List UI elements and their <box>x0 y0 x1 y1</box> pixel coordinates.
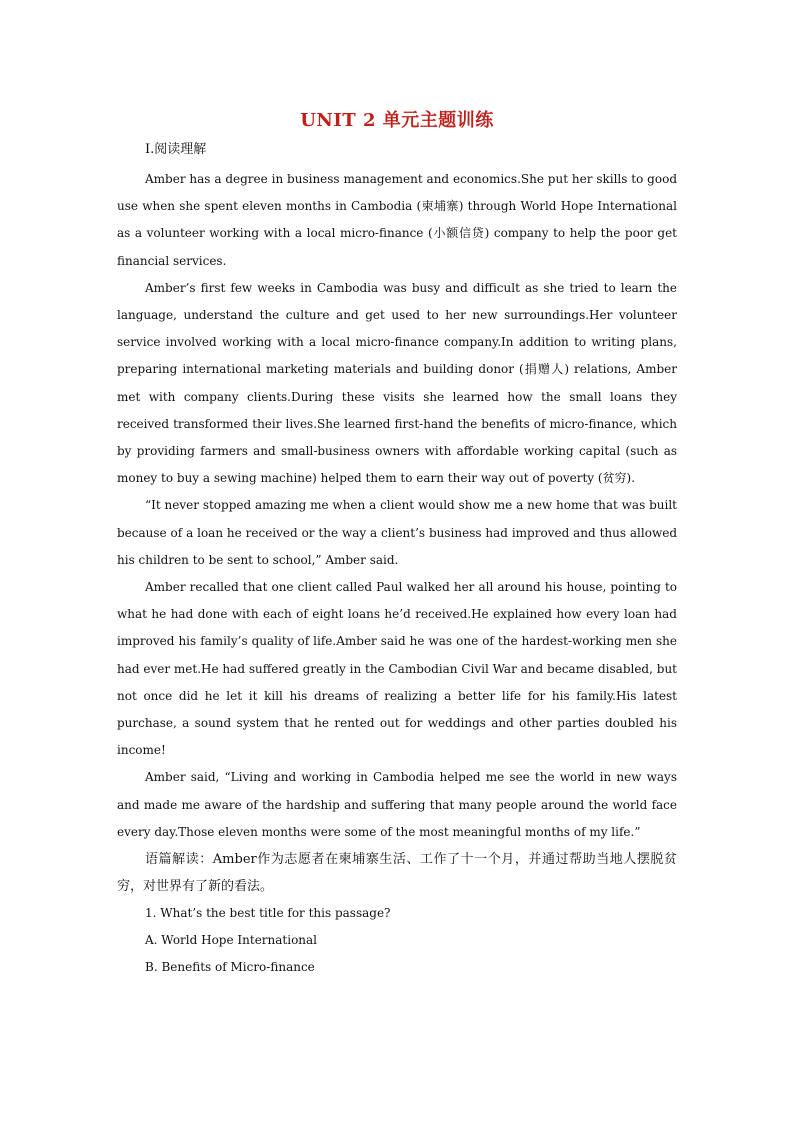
passage-paragraph-3: “It never stopped amazing me when a client would show me a new home that was built because of a loan he received or the way a client’s business had improved and thus allowed his children to be sent to school,” Amber said. <box>117 498 677 567</box>
passage-paragraph-4: Amber recalled that one client called Paul walked her all around his house, pointing to what he had done with each of eight loans he’d received.He explained how every loan had improved his family’s quality of life.Amber said he was one of the hardest-working men she had ever met.He had suffered greatly in the Cambodian Civil War and became disabled, but not once did he let it kill his dreams of realizing a better life for his family.His latest purchase, a sound system that he rented out for weddings and other parties doubled his income! <box>117 580 677 758</box>
option-a: A. World Hope International <box>145 933 318 948</box>
document-page <box>117 100 677 981</box>
question-1: 1. What’s the best title for this passage? <box>145 906 391 921</box>
passage-paragraph-1: Amber has a degree in business management and economics.She put her skills to good use when she spent eleven months in Cambodia (柬埔寨) through World Hope International as a volunteer working with a local micro-finance (小额信贷) company to help the poor get financial services. <box>117 172 677 268</box>
section-heading: Ⅰ.阅读理解 <box>145 142 207 157</box>
passage-paragraph-2: Amber’s first few weeks in Cambodia was busy and difficult as she tried to learn the language, understand the culture and get used to her new surroundings.Her volunteer service involved working with a local micro-finance company.In addition to writing plans, preparing international marketing materials and building donor (捐赠人) relations, Amber met with company clients.During these visits she learned how the small loans they received transformed their lives.She learned first-hand the benefits of micro-finance, which by providing farmers and small-business owners with affordable working capital (such as money to buy a sewing machine) helped them to earn their way out of poverty (贫穷). <box>117 280 677 486</box>
passage-paragraph-5: Amber said, “Living and working in Cambodia helped me see the world in new ways and made me aware of the hardship and suffering that many people around the world face every day.Those eleven months were some of the most meaningful months of my life.” <box>117 770 677 839</box>
page-title: UNIT 2 单元主题训练 <box>300 110 494 131</box>
option-b: B. Benefits of Micro-finance <box>145 960 315 975</box>
passage-analysis: 语篇解读：Amber作为志愿者在柬埔寨生活、工作了十一个月，并通过帮助当地人摆脱贫穷，对世界有了新的看法。 <box>117 852 677 895</box>
